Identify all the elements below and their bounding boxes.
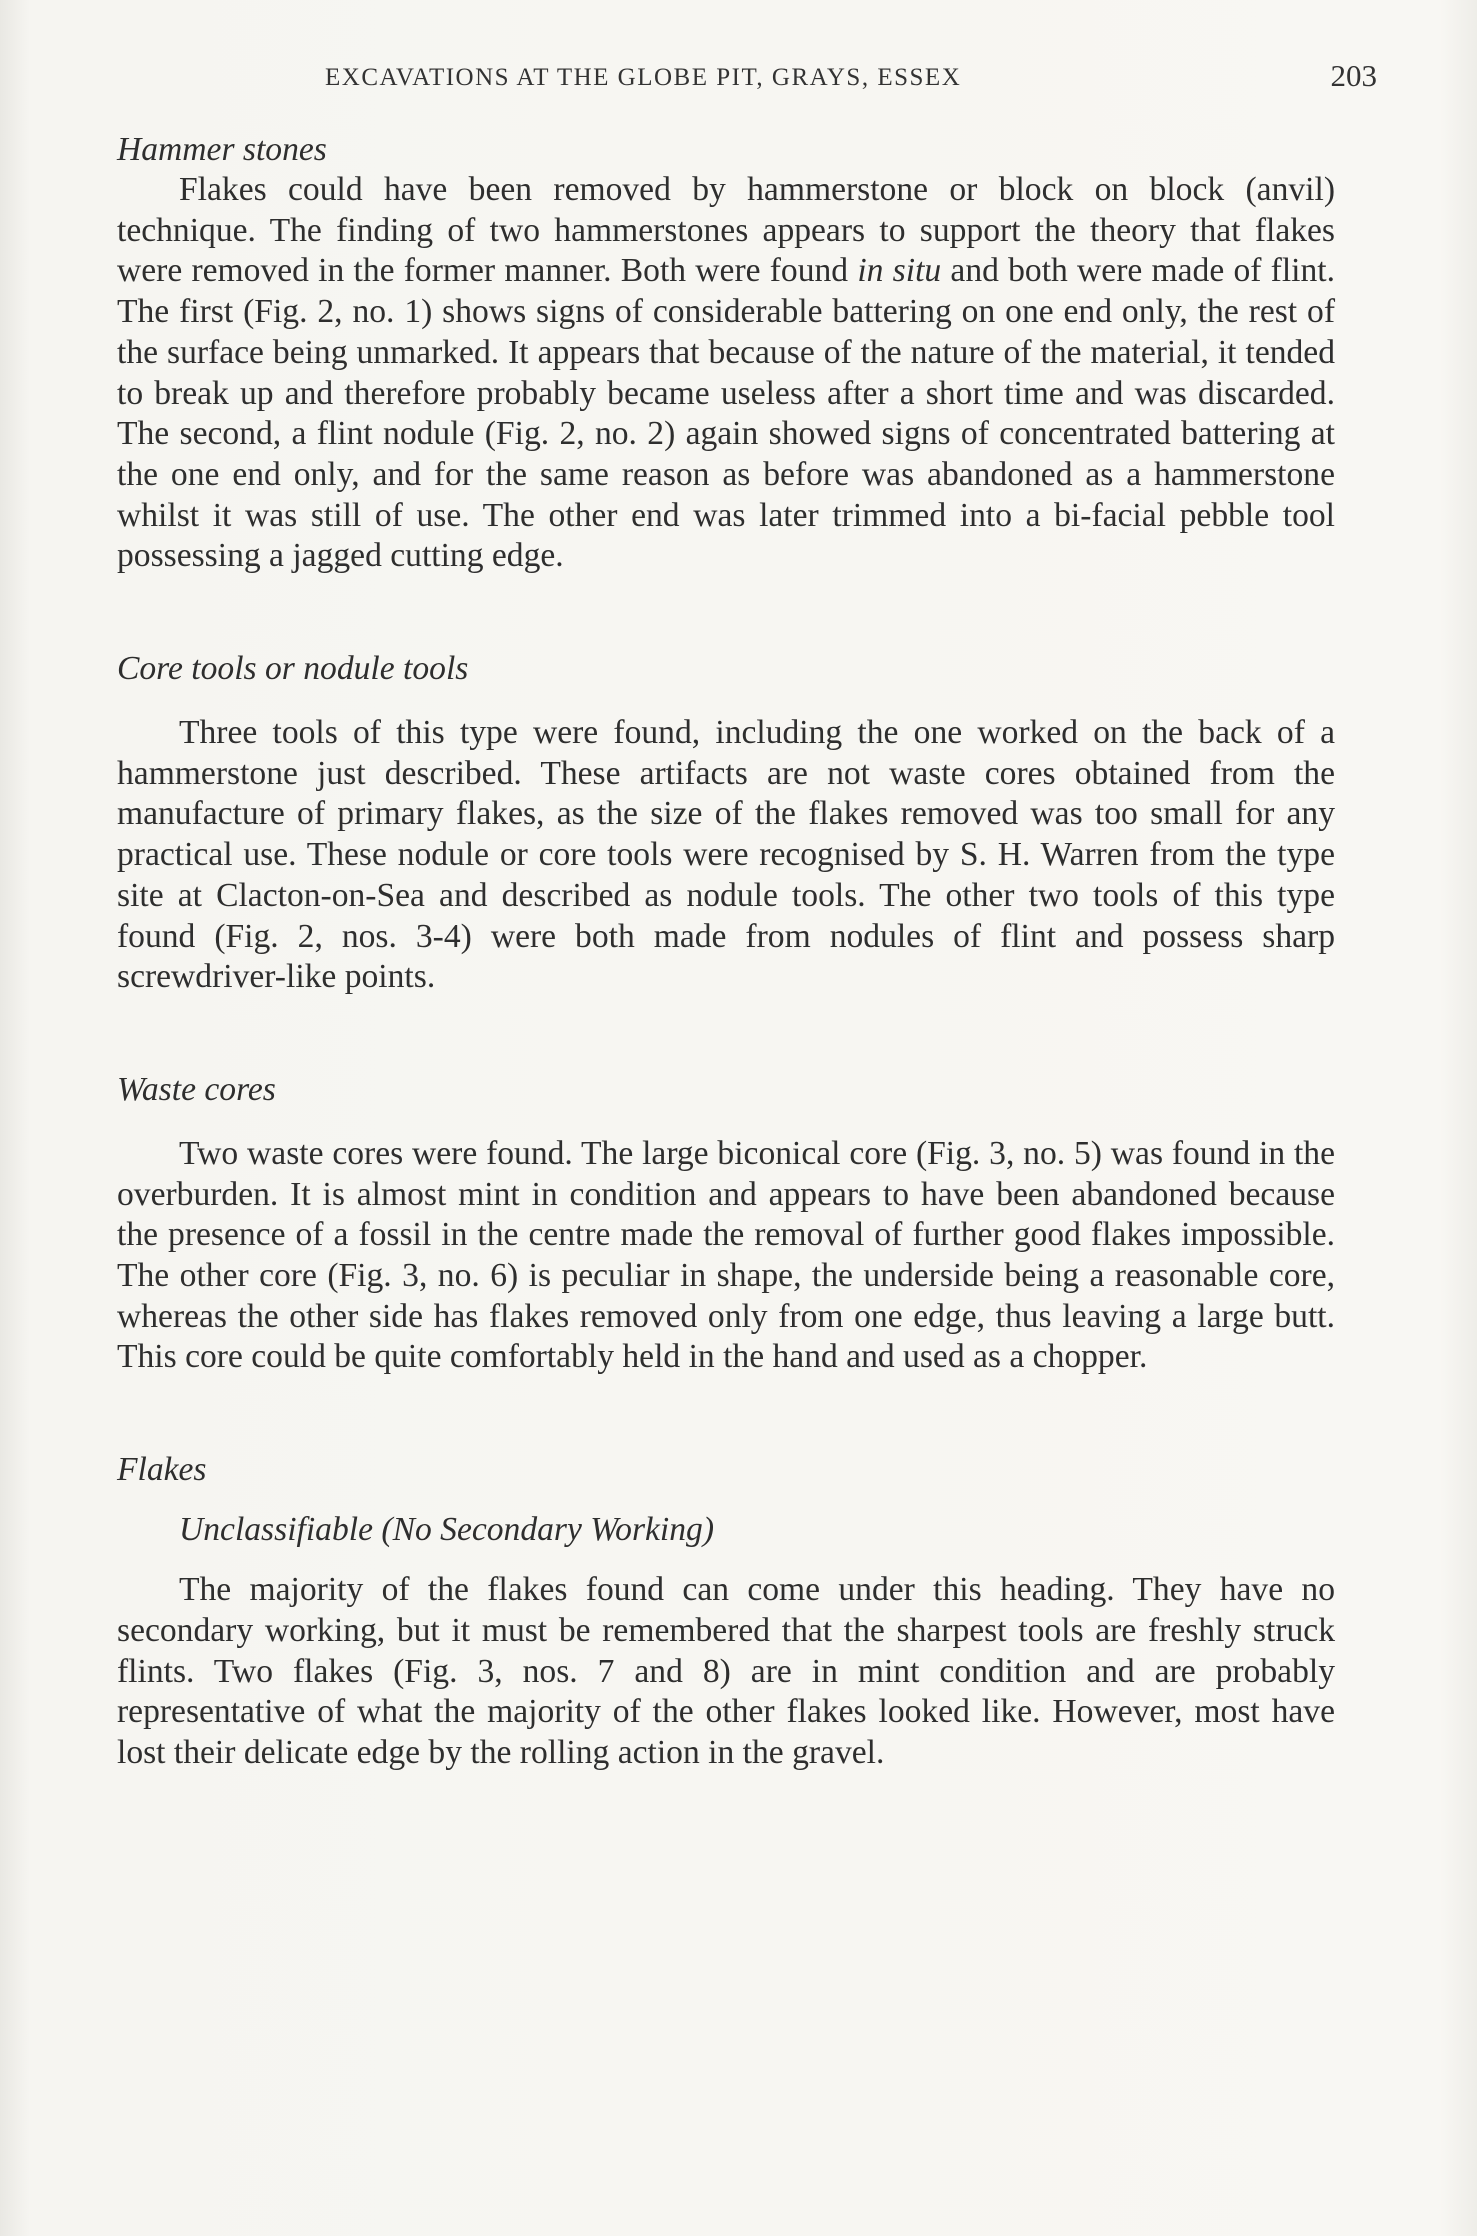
heading-hammer-stones: Hammer stones xyxy=(117,131,327,168)
section-gap xyxy=(117,998,1335,1070)
paragraph-flakes: The majority of the flakes found can come under this heading. They have no secondary working, but it must be remembered that the sharpest tools are freshly struck flints. Two flakes (Fig. 3, nos. 7 and 8) are in mint condition and are probably representative of what the majority of the other flakes looked like. However, most have lost their delicate edge by the rolling action in the gravel. xyxy=(117,1571,1335,1771)
body-text xyxy=(117,130,1335,1774)
heading-core-tools: Core tools or nodule tools xyxy=(117,650,469,688)
paragraph-core-tools: Three tools of this type were found, including the one worked on the back of a hammerstone just described. These artifacts are not waste cores obtained from the manufacture of primary flakes, as the size of the flakes removed was too small for any practical use. These nodule or core tools were recognised by S. H. Warren from the type site at Clacton-on-Sea and described as nodule tools. The other two tools of this type found (Fig. 2, nos. 3-4) were both made from nodules of flint and possess sharp screwdriver-like points. xyxy=(117,714,1335,996)
subheading-unclassifiable: Unclassifiable (No Secondary Working) xyxy=(179,1511,715,1549)
paragraph-waste-cores: Two waste cores were found. The large biconical core (Fig. 3, no. 5) was found in the overburden. It is almost mint in condition and appears to have been abandoned because the presence of a fossil in the centre made the removal of further good flakes impossible. The other core (Fig. 3, no. 6) is peculiar in shape, the underside being a reasonable core, whereas the other side has flakes removed only from one edge, thus leaving a large butt. This core could be quite comfortably held in the hand and used as a chopper. xyxy=(117,1134,1335,1376)
heading-gap xyxy=(117,1550,1335,1570)
heading-gap xyxy=(117,1110,1335,1134)
heading-waste-cores: Waste cores xyxy=(117,1070,276,1108)
heading-flakes: Flakes xyxy=(117,1451,207,1489)
paragraph-hammer-stones xyxy=(117,170,1335,577)
italic-in-situ: in situ xyxy=(857,252,942,290)
page-header xyxy=(115,58,1377,98)
paragraph-hammer-stones-text-1: Flakes could have been removed by hammerstone or block on block (anvil) technique. The finding of two hammerstones appears to support the theory that flakes were removed in the former manner. Both were found xyxy=(117,171,1335,290)
heading-gap xyxy=(117,1490,1335,1510)
running-title: EXCAVATIONS AT THE GLOBE PIT, GRAYS, ESSEX xyxy=(325,64,962,91)
section-gap xyxy=(117,1378,1335,1450)
section-gap xyxy=(117,577,1335,649)
paragraph-hammer-stones-text-2: and both were made of flint. The first (Fig. 2, no. 1) shows signs of considerable battering on one end only, the rest of the surface being unmarked. It appears that because of the nature of the material, it tended to break up and therefore probably became useless after a short time and was discarded. The second, a flint nodule (Fig. 2, no. 2) again showed signs of concentrated battering at the one end only, and for the same reason as before was abandoned as a hammerstone whilst it was still of use. The other end was later trimmed into a bi-facial pebble tool possessing a jagged cutting edge. xyxy=(117,252,1335,575)
heading-gap xyxy=(117,689,1335,713)
page-number: 203 xyxy=(1330,58,1377,93)
